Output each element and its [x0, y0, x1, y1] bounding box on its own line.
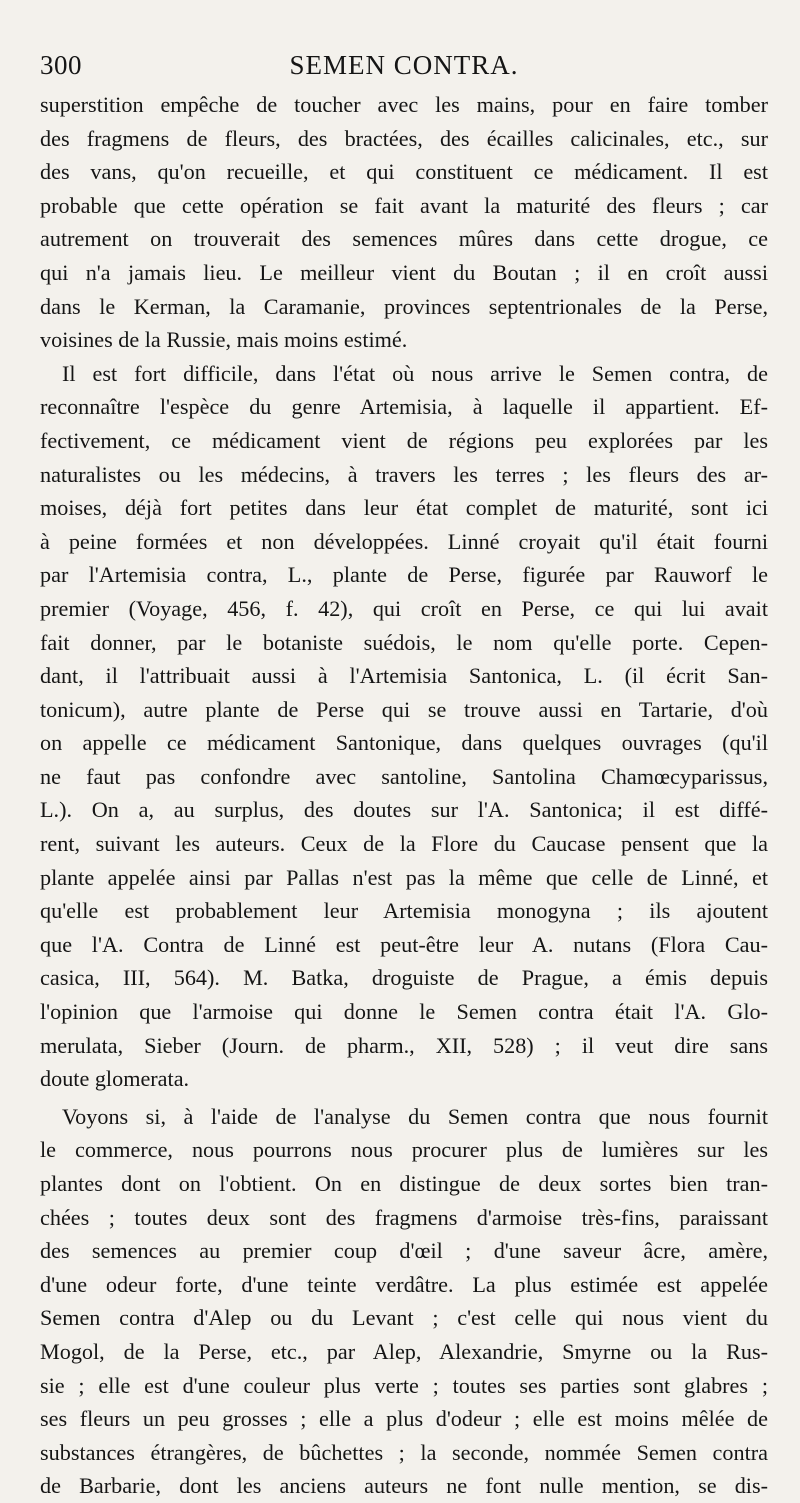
text-line: rent, suivant les auteurs. Ceux de la Flore du Caucase pensent que la — [40, 831, 768, 857]
text-line: dant, il l'attribuait aussi à l'Artemisia Santonica, L. (il écrit San- — [40, 663, 768, 689]
text-line: Voyons si, à l'aide de l'analyse du Semen contra que nous fournit — [62, 1103, 768, 1129]
text-line: Semen contra d'Alep ou du Levant ; c'est celle qui nous vient du — [40, 1305, 768, 1331]
text-line: le commerce, nous pourrons nous procurer plus de lumières sur les — [40, 1137, 768, 1163]
text-line: l'opinion que l'armoise qui donne le Semen contra était l'A. Glo- — [40, 999, 768, 1025]
text-line: tonicum), autre plante de Perse qui se trouve aussi en Tartarie, d'où — [40, 696, 768, 722]
text-line: naturalistes ou les médecins, à travers les terres ; les fleurs des ar- — [40, 461, 768, 487]
text-line: on appelle ce médicament Santonique, dans quelques ouvrages (qu'il — [40, 730, 768, 756]
text-line: autrement on trouverait des semences mûres dans cette drogue, ce — [40, 226, 768, 252]
paragraph-2 — [40, 357, 768, 1096]
text-line: substances étrangères, de bûchettes ; la seconde, nommée Semen contra — [40, 1439, 768, 1465]
text-line: qui n'a jamais lieu. Le meilleur vient du Boutan ; il en croît aussi — [40, 259, 768, 285]
text-line: probable que cette opération se fait avant la maturité des fleurs ; car — [40, 192, 768, 218]
text-line: à peine formées et non développées. Linné croyait qu'il était fourni — [40, 528, 768, 554]
text-line: des vans, qu'on recueille, et qui constituent ce médicament. Il est — [40, 159, 768, 185]
text-line: premier (Voyage, 456, f. 42), qui croît en Perse, ce qui lui avait — [40, 595, 768, 621]
text-line: superstition empêche de toucher avec les mains, pour en faire tomber — [40, 92, 768, 117]
text-line: plantes dont on l'obtient. On en distingue de deux sortes bien tran- — [40, 1171, 768, 1196]
text-line: Mogol, de la Perse, etc., par Alep, Alexandrie, Smyrne ou la Rus- — [40, 1338, 768, 1364]
text-line: fectivement, ce médicament vient de régions peu explorées par les — [40, 427, 768, 453]
text-line: casica, III, 564). M. Batka, droguiste de Prague, a émis depuis — [40, 965, 768, 991]
running-title: SEMEN CONTRA. — [289, 50, 519, 80]
text-line: chées ; toutes deux sont des fragmens d'armoise très-fins, paraissant — [40, 1204, 768, 1230]
text-line: des semences au premier coup d'œil ; d'une saveur âcre, amère, — [40, 1238, 768, 1264]
text-line: ses fleurs un peu grosses ; elle a plus d'odeur ; elle est moins mêlée de — [40, 1406, 768, 1432]
text-line: voisines de la Russie, mais moins estimé. — [40, 327, 408, 353]
paragraph-1 — [40, 88, 768, 357]
body-text — [40, 88, 768, 1503]
text-line: merulata, Sieber (Journ. de pharm., XII, 528) ; il veut dire sans — [40, 1032, 768, 1058]
text-line: doute glomerata. — [40, 1066, 190, 1092]
text-line: des fragmens de fleurs, des bractées, des écailles calicinales, etc., sur — [40, 125, 768, 151]
text-line: moises, déjà fort petites dans leur état complet de maturité, sont ici — [40, 495, 768, 521]
text-line: Il est fort difficile, dans l'état où nous arrive le Semen contra, de — [62, 360, 768, 386]
page-header — [40, 42, 768, 88]
text-line: dans le Kerman, la Caramanie, provinces septentrionales de la Perse, — [40, 293, 768, 319]
paragraph-3 — [40, 1100, 768, 1503]
page-number: 300 — [40, 50, 82, 80]
text-line: L.). On a, au surplus, des doutes sur l'A. Santonica; il est diffé- — [40, 797, 768, 823]
text-line: sie ; elle est d'une couleur plus verte ; toutes ses parties sont glabres ; — [40, 1372, 768, 1398]
text-line: fait donner, par le botaniste suédois, le nom qu'elle porte. Cepen- — [40, 629, 768, 655]
text-line: d'une odeur forte, d'une teinte verdâtre. La plus estimée est appelée — [40, 1271, 768, 1297]
text-line: que l'A. Contra de Linné est peut-être leur A. nutans (Flora Cau- — [40, 931, 768, 957]
text-line: reconnaître l'espèce du genre Artemisia, à laquelle il appartient. Ef- — [40, 394, 768, 420]
text-line: plante appelée ainsi par Pallas n'est pas la même que celle de Linné, et — [40, 864, 768, 890]
text-line: de Barbarie, dont les anciens auteurs ne font nulle mention, se dis- — [40, 1473, 768, 1499]
text-line: ne faut pas confondre avec santoline, Santolina Chamœcyparissus, — [40, 763, 768, 789]
text-line: qu'elle est probablement leur Artemisia monogyna ; ils ajoutent — [40, 898, 768, 924]
text-line: par l'Artemisia contra, L., plante de Perse, figurée par Rauworf le — [40, 562, 768, 588]
